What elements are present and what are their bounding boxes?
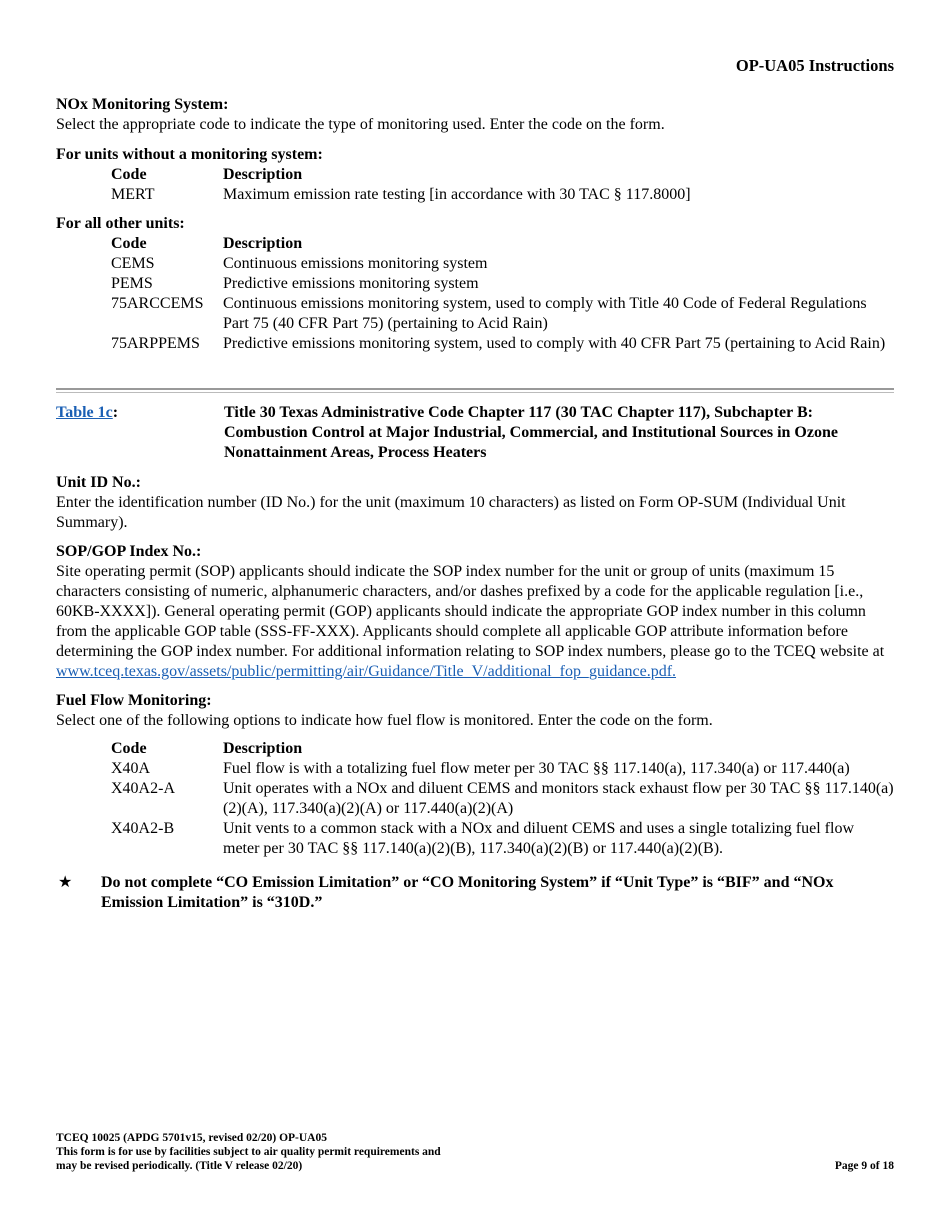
nox-monitoring-heading: NOx Monitoring System: <box>56 96 229 113</box>
table-row <box>111 254 894 274</box>
code-cell: X40A2-B <box>111 820 175 837</box>
description-cell: Unit operates with a NOx and diluent CEMS and monitors stack exhaust flow per 30 TAC §§ 117.140(a)(2)(A), 117.340(a)(2)(A) or 117.440(a)(2)(A) <box>223 780 894 817</box>
nox-monitoring-section <box>56 95 894 354</box>
table-row <box>111 334 894 354</box>
footer-form-id: TCEQ 10025 (APDG 5701v15, revised 02/20) OP-UA05 <box>56 1132 327 1144</box>
table-1c-title-row <box>56 403 894 463</box>
description-cell: Unit vents to a common stack with a NOx and diluent CEMS and uses a single totalizing fuel flow meter per 30 TAC §§ 117.140(a)(2)(B), 117.340(a)(2)(B) or 117.440(a)(2)(B). <box>223 820 855 857</box>
code-cell: PEMS <box>111 275 153 292</box>
description-cell: Continuous emissions monitoring system <box>223 255 488 272</box>
table-row <box>111 779 894 819</box>
note-row <box>56 873 894 913</box>
sop-gop-text <box>56 562 894 682</box>
code-column-header: Code <box>111 740 147 757</box>
footer-notice-line1: This form is for use by facilities subject to air quality permit requirements and <box>56 1146 441 1158</box>
description-cell: Continuous emissions monitoring system, used to comply with Title 40 Code of Federal Regulations Part 75 (40 CFR Part 75) (pertaining to Acid Rain) <box>223 295 867 332</box>
unit-id-heading: Unit ID No.: <box>56 474 141 491</box>
table-1c-label <box>56 403 224 463</box>
document-body <box>56 95 894 354</box>
description-cell: Predictive emissions monitoring system, used to comply with 40 CFR Part 75 (pertaining to Acid Rain) <box>223 335 886 352</box>
code-cell: MERT <box>111 186 155 203</box>
page-header-title: OP-UA05 Instructions <box>735 56 894 75</box>
description-column-header: Description <box>223 166 303 183</box>
fuel-flow-intro: Select one of the following options to indicate how fuel flow is monitored. Enter the code on the form. <box>56 712 713 729</box>
description-cell: Maximum emission rate testing [in accordance with 30 TAC § 117.8000] <box>223 186 691 203</box>
table-1c-title: Title 30 Texas Administrative Code Chapter 117 (30 TAC Chapter 117), Subchapter B: Combustion Control at Major Industrial, Commercial, and Institutional Sources in Ozone Nonattainment Areas, Process Heaters <box>224 404 838 461</box>
tceq-guidance-link[interactable]: www.tceq.texas.gov/assets/public/permitting/air/Guidance/Title_V/additional_fop_guidance.pdf. <box>56 663 677 680</box>
description-cell: Fuel flow is with a totalizing fuel flow meter per 30 TAC §§ 117.140(a), 117.340(a) or 117.440(a) <box>223 760 850 777</box>
description-column-header: Description <box>223 235 303 252</box>
table-header-row <box>111 739 894 759</box>
page-footer <box>56 1131 894 1173</box>
without-monitoring-table <box>111 165 691 205</box>
table-1c-link[interactable]: Table 1c <box>56 404 113 421</box>
star-icon: ★ <box>58 874 73 891</box>
section-divider-bottom <box>56 392 894 393</box>
fuel-flow-table <box>111 739 894 859</box>
code-cell: X40A2-A <box>111 780 175 797</box>
table-row <box>111 294 894 334</box>
table-1c-colon: : <box>112 404 119 421</box>
table-row <box>111 819 894 859</box>
table-row <box>111 759 894 779</box>
other-units-table <box>111 234 894 354</box>
sop-gop-body: Site operating permit (SOP) applicants should indicate the SOP index number for the unit or group of units (maximum 15 characters consisting of numeric, alphanumeric characters, and/or dashes prefixed by a code for the applicable regulation [i.e., 60KB-XXXX]). General operating permit (GOP) applicants should indicate the appropriate GOP index number in this column from the applicable GOP table (SSS-FF-XXX). Applicants should complete all applicable GOP attribute information before determining the GOP index number. For additional information relating to SOP index numbers, please go to the TCEQ website at <box>56 563 885 660</box>
code-column-header: Code <box>111 235 147 252</box>
description-column-header: Description <box>223 740 303 757</box>
nox-monitoring-intro: Select the appropriate code to indicate the type of monitoring used. Enter the code on the form. <box>56 116 665 133</box>
footer-notice-line2: may be revised periodically. (Title V release 02/20) <box>56 1160 303 1172</box>
table-header-row <box>111 165 691 185</box>
page-number: Page 9 of 18 <box>834 1160 894 1172</box>
code-cell: 75ARCCEMS <box>111 295 204 312</box>
table-header-row <box>111 234 894 254</box>
without-monitoring-heading: For units without a monitoring system: <box>56 146 323 163</box>
unit-id-text: Enter the identification number (ID No.) for the unit (maximum 10 characters) as listed on Form OP-SUM (Individual Unit Summary). <box>56 494 846 531</box>
other-units-heading: For all other units: <box>56 215 185 232</box>
table-row <box>111 274 894 294</box>
code-cell: CEMS <box>111 255 155 272</box>
sop-gop-heading: SOP/GOP Index No.: <box>56 543 202 560</box>
table-row <box>111 185 691 205</box>
code-cell: X40A <box>111 760 151 777</box>
section-divider-top <box>56 388 894 390</box>
code-cell: 75ARPPEMS <box>111 335 200 352</box>
fuel-flow-heading: Fuel Flow Monitoring: <box>56 692 212 709</box>
note-text: Do not complete “CO Emission Limitation” or “CO Monitoring System” if “Unit Type” is “BIF” and “NOx Emission Limitation” is “310D.” <box>101 874 834 911</box>
code-column-header: Code <box>111 166 147 183</box>
table-1c-section <box>56 403 894 913</box>
description-cell: Predictive emissions monitoring system <box>223 275 479 292</box>
